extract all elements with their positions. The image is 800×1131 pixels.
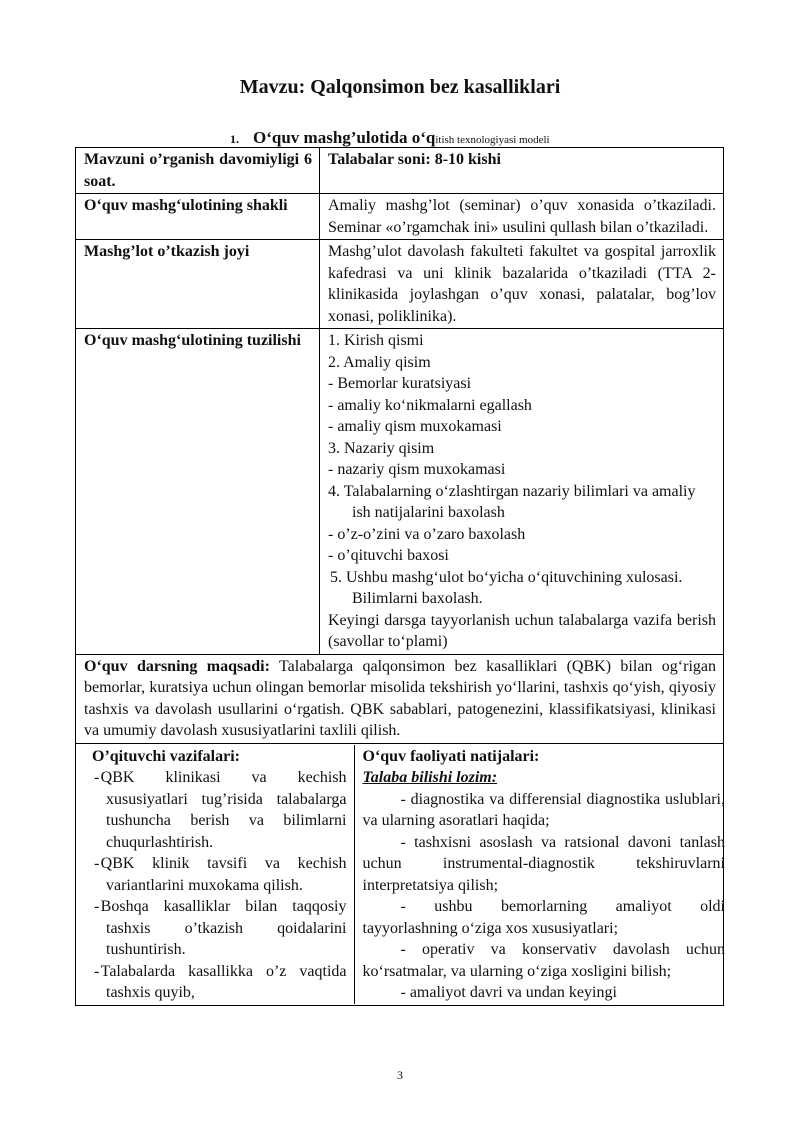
structure-list [328, 330, 716, 653]
list-item: - amaliyot davri va undan keyingi [400, 984, 617, 1001]
list-item: - QBK klinikasi va kechish xususiyatlari tug’risida talabalarga tushuncha berish va bilimlarni chuqurlashtirish. [94, 769, 347, 851]
form-value-cell: Amaliy mashg’lot (seminar) o’quv xonasida o’tkaziladi. Seminar «o’rgamchak ini» usulini qullash bilan o’tkaziladi. [320, 194, 724, 240]
list-item: - Bemorlar kuratsiyasi [328, 375, 472, 392]
list-item: 1. Kirish qismi [328, 332, 424, 349]
list-item: - QBK klinik tavsifi va kechish variantlarini muxokama qilish. [94, 855, 347, 894]
structure-label-cell: O‘quv mashg‘ulotining tuzilishi [76, 329, 320, 655]
list-item: Keyingi darsga tayyorlanish uchun talabalarga vazifa berish (savollar to‘plami) [328, 611, 716, 650]
list-item: - amaliy ko‘nikmalarni egallash [328, 396, 532, 414]
table-row [76, 654, 724, 743]
teacher-tasks-heading: O’qituvchi vazifalari: [92, 747, 240, 765]
students-count-cell: Talabalar soni: 8-10 kishi [320, 148, 724, 194]
page-title: Mavzu: Qalqonsimon bez kasalliklari [239, 76, 561, 98]
lesson-model-table [75, 147, 724, 1006]
lesson-goal-cell [76, 654, 724, 743]
table-row [76, 194, 724, 240]
section-number: 1. [230, 132, 239, 146]
list-item: - tashxisni asoslash va ratsional davoni tanlash uchun instrumental-diagnostik tekshiruvlarni interpretatsiya qilish; [362, 833, 725, 894]
place-label-cell: Mashg’lot o’tkazish joyi [76, 240, 320, 329]
teacher-tasks-cell [84, 745, 354, 1004]
duration-cell: Mavzuni o’rganish davomiyligi 6 soat. [76, 148, 320, 194]
table-row [76, 148, 724, 194]
table-row [76, 329, 724, 655]
form-label-cell: O‘quv mashg‘ulotining shakli [76, 194, 320, 240]
learning-results-heading: O‘quv faoliyati natijalari: [362, 747, 540, 765]
list-item: - Boshqa kasalliklar bilan taqqosiy tashxis o’tkazish qoidalarini tushuntirish. [94, 898, 347, 958]
tasks-results-cell [76, 743, 724, 1005]
page-number: 3 [397, 1068, 403, 1082]
structure-list-cell [320, 329, 724, 655]
list-item: 3. Nazariy qisim [328, 439, 435, 457]
list-item: - o’z-o’zini va o’zaro baxolash [328, 525, 526, 543]
list-item: - ushbu bemorlarning amaliyot oldi tayyorlashning o‘ziga xos xususiyatlari; [362, 898, 725, 937]
learning-results-cell [354, 745, 732, 1004]
list-item: 2. Amaliy qisim [328, 353, 431, 371]
table-row [76, 240, 724, 329]
list-item: 5. Ushbu mashg‘ulot bo‘yicha o‘qituvchining xulosasi. Bilimlarni baxolash. [330, 568, 683, 607]
tasks-results-table [84, 745, 732, 1004]
list-item: - amaliy qism muxokamasi [328, 418, 502, 435]
list-item: - o’qituvchi baxosi [328, 547, 449, 564]
section-heading-text: O‘quv mashg’ulotida o‘qitish texnologiyasi modeli [253, 128, 550, 147]
list-item: - Talabalarda kasallikka o’z vaqtida tashxis quyib, [94, 962, 347, 1001]
list-item: - operativ va konservativ davolash uchun ko‘rsatmalar, va ularning o‘ziga xosligini bilish; [362, 941, 725, 980]
learning-results-subheading: Talaba bilishi lozim: [362, 769, 498, 786]
list-item: 4. Talabalarning o‘zlashtirgan nazariy bilimlari va amaliy ish natijalarini baxolash [328, 482, 696, 521]
lesson-goal-label: O‘quv darsning maqsadi: [84, 657, 270, 675]
table-row [76, 743, 724, 1005]
place-value-cell: Mashg’ulot davolash fakulteti fakultet va gospital jarroxlik kafedrasi va uni klinik bazalarida o’tkaziladi (TTA 2-klinikasida joylashgan o’quv xonasi, palatalar, bog’lov xonasi, poliklinika). [320, 240, 724, 329]
list-item: - nazariy qism muxokamasi [328, 461, 506, 478]
list-item: - diagnostika va differensial diagnostika uslublari, va ularning asoratlari haqida; [362, 790, 725, 829]
lesson-goal-text: Talabalarga qalqonsimon bez kasalliklari (QBK) bilan og‘rigan bemorlar, kuratsiya uchun olingan bemorlar misolida tekshirish yo‘llarini, tashxis qo‘yish, qiyosiy tashxis va davolash usullarini o‘rgatish. QBK sabablari, patogenezini, klassifikatsiyasi, klinikasi va umumiy davolash xususiyatlarini taxlili qilish. [84, 657, 717, 739]
